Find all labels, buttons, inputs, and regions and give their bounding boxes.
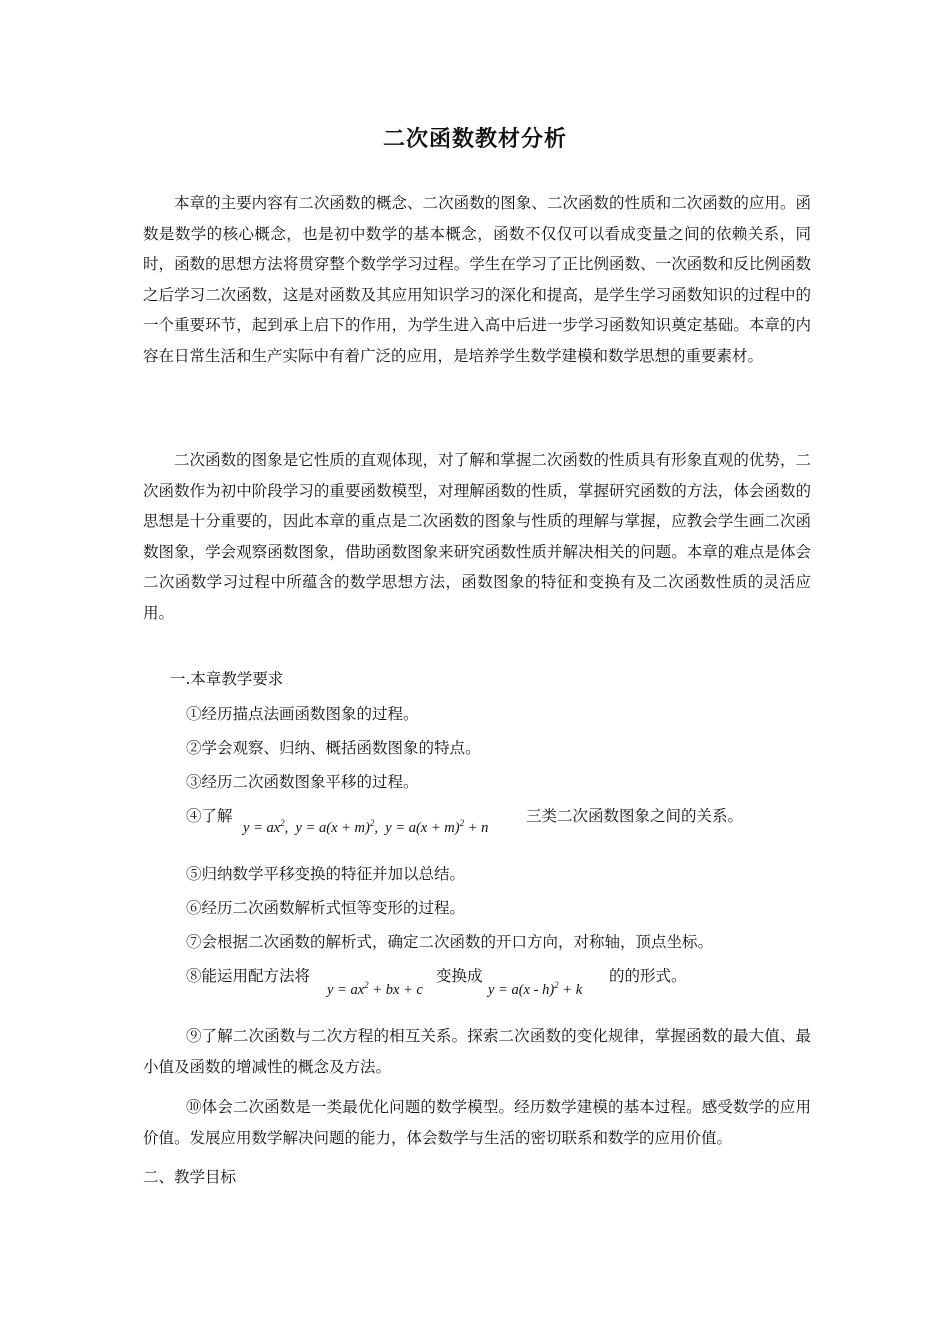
section1-heading: 一.本章教学要求 [170,670,284,688]
requirement-1: ①经历描点法画函数图象的过程。 [186,705,419,723]
requirement-8-prefix: ⑧能运用配方法将 [186,967,311,985]
requirement-8-suffix: 的的形式。 [609,967,687,985]
requirement-4-prefix: ④了解 [186,807,233,825]
requirement-3: ③经历二次函数图象平移的过程。 [186,773,419,791]
requirement-8-middle: 变换成 [436,967,483,985]
formula-vertex-form: y = a(x - h)$^2$ + k [488,980,583,998]
requirement-4-suffix: 三类二次函数图象之间的关系。 [526,807,744,825]
formula-general-form: $y = ax^2$ + bx + c [327,980,423,998]
requirement-5: ⑤归纳数学平移变换的特征并加以总结。 [186,865,466,883]
paragraph-key-points: 二次函数的图象是它性质的直观体现，对了解和掌握二次函数的性质具有形象直观的优势，二次函数作为初中阶段学习的重要函数模型，对理解函数的性质，掌握研究函数的方法，体会函数的思想是十分重要的，因此本章的重点是二次函数的图象与性质的理解与掌握，应教会学生画二次函数图象，学会观察函数图象，借助函数图象来研究函数性质并解决相关的问题。本章的难点是体会二次函数学习过程中所蕴含的数学思想方法，函数图象的特征和变换有及二次函数性质的灵活应用。 [143,451,811,622]
requirement-6: ⑥经历二次函数解析式恒等变形的过程。 [186,899,466,917]
requirement-7: ⑦会根据二次函数的解析式，确定二次函数的开口方向，对称轴，顶点坐标。 [186,933,714,951]
formula-three-forms: $y = ax^2$, $y = a(x + m)^2$, $y = a(x + m)^2 + n$ [243,818,489,836]
paragraph-intro: 本章的主要内容有二次函数的概念、二次函数的图象、二次函数的性质和二次函数的应用。函数是数学的核心概念，也是初中数学的基本概念，函数不仅仅可以看成变量之间的依赖关系，同时，函数的思想方法将贯穿整个数学学习过程。学生在学习了正比例函数、一次函数和反比例函数之后学习二次函数，这是对函数及其应用知识学习的深化和提高，是学生学习函数知识的过程中的一个重要环节，起到承上启下的作用，为学生进入高中后进一步学习函数知识奠定基础。本章的内容在日常生活和生产实际中有着广泛的应用，是培养学生数学建模和数学思想的重要素材。 [143,194,811,365]
requirement-9: ⑨了解二次函数与二次方程的相互关系。探索二次函数的变化规律，掌握函数的最大值、最小值及函数的增减性的概念及方法。 [143,1027,811,1076]
document-title: 二次函数教材分析 [382,126,567,152]
requirement-10: ⑩体会二次函数是一类最优化问题的数学模型。经历数学建模的基本过程。感受数学的应用价值。发展应用数学解决问题的能力，体会数学与生活的密切联系和数学的应用价值。 [143,1098,811,1147]
section2-heading: 二、教学目标 [143,1168,237,1186]
requirement-2: ②学会观察、归纳、概括函数图象的特点。 [186,739,481,757]
